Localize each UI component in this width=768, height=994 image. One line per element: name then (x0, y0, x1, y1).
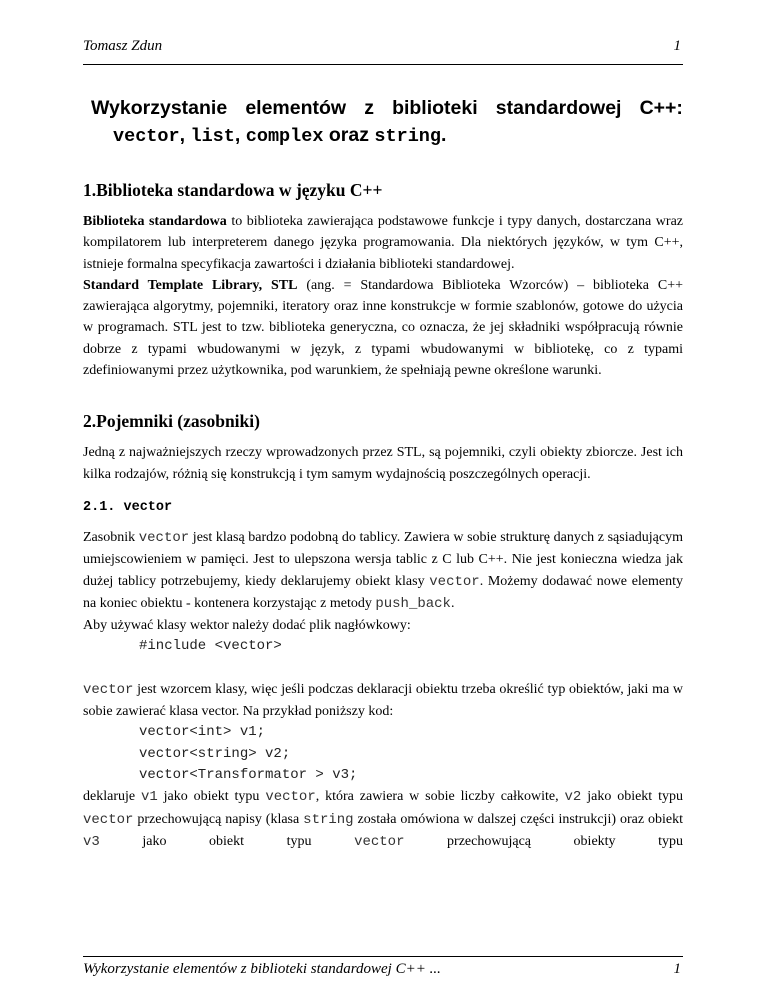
code-include: #include <vector> (139, 638, 282, 655)
title-word: biblioteki (392, 97, 478, 119)
inline-code: v3 (83, 833, 100, 850)
paragraph-text: jest klasą bardzo podobną do tablicy. Zawiera w sobie strukturę danych z sąsiadującym umiejscowieniem w pamięci. Jest to ulepszona wersja tablic z C lub C++. Nie jest konieczna wiedza jak dużej tablicy potrzebujemy, kiedy deklarujemy obiekt klasy (83, 529, 684, 589)
paragraph-text: Zasobnik (83, 529, 139, 545)
inline-code: vector (83, 681, 134, 698)
title-line-1 (91, 95, 683, 122)
page-header (83, 34, 683, 65)
page-content (83, 95, 683, 853)
paragraph-text: , która zawiera w sobie liczby całkowite, (315, 789, 565, 805)
title-word: z (364, 97, 374, 119)
section-1-heading: 1.Biblioteka standardowa w języku C++ (83, 180, 383, 200)
spacer (83, 658, 683, 679)
section-1-paragraph-2 (83, 275, 683, 381)
paragraph-text: jest wzorcem klasy, więc jeśli podczas deklaracji obiektu trzeba określić typ obiektów, jaki ma w sobie zawierać klasa vector. Na przykład poniższy kod: (83, 681, 683, 720)
section-2-1-paragraph-4 (83, 786, 683, 853)
title-string: string (374, 126, 442, 147)
code-line: vector<int> v1; (139, 724, 266, 741)
paragraph-text: . Możemy dodawać nowe elementy na koniec obiektu - kontenera korzystając z metody (83, 573, 683, 611)
header-page-number: 1 (673, 38, 681, 54)
title-line-2 (91, 122, 683, 150)
title-word: C++: (639, 97, 683, 119)
code-line: vector<string> v2; (139, 745, 291, 762)
paragraph-text: jako obiekt typu (581, 789, 683, 805)
inline-code: push_back (375, 595, 451, 612)
title-vector: vector (113, 126, 180, 147)
title-comma: , (179, 124, 191, 146)
section-2-paragraph-1: Jedną z najważniejszych rzeczy wprowadzonych przez STL, są pojemniki, czyli obiekty zbiorcze. Jest ich kilka rodzajów, różnią się konstrukcją i tym samym wydajnością poszczególnych operacji. (83, 445, 683, 482)
inline-code: vector (265, 789, 316, 806)
section-1-paragraph-1 (83, 211, 683, 275)
title-list: list (190, 126, 235, 147)
section-2-1-heading: 2.1. vector (83, 499, 173, 515)
term-biblioteka-standardowa: Biblioteka standardowa (83, 214, 227, 229)
footer-page-number: 1 (673, 961, 681, 977)
title-oraz: oraz (323, 124, 375, 146)
section-2-1-paragraph-3 (83, 679, 683, 723)
paragraph-text: jako obiekt typu (157, 789, 266, 805)
title-dot: . (441, 124, 447, 146)
paragraph-text: została omówiona w dalszej części instrukcji) oraz obiekt (353, 811, 683, 827)
inline-code: vector (83, 811, 134, 828)
header-author: Tomasz Zdun (83, 38, 163, 54)
inline-code: v2 (564, 789, 582, 806)
code-line: vector<Transformator > v3; (139, 766, 358, 783)
inline-code: vector (138, 529, 190, 546)
section-2-1-paragraph-2: Aby używać klasy wektor należy dodać plik nagłówkowy: (83, 618, 411, 634)
paragraph-text: przechowującą napisy (klasa (133, 811, 304, 827)
paragraph-text: (ang. = Standardowa Biblioteka Wzorców) – biblioteka C++ zawierająca algorytmy, pojemniki, iteratory oraz inne konstrukcje w formie szablonów, gotowe do użycia w programach. STL jest to tzw. biblioteka generyczna, co oznacza, że jej składniki współpracują równie dobrze z typami wbudowanymi w język, z typami wbudowanymi w bibliotekę, co z typami zdefiniowanymi przez użytkownika, pod warunkiem, że spełniają pewne określone warunki. (83, 277, 683, 379)
title-word: elementów (245, 97, 347, 119)
inline-code: vector (429, 573, 480, 590)
section-2-1-paragraph-1 (83, 527, 683, 615)
title-comma: , (234, 124, 246, 146)
document-title (91, 95, 683, 150)
title-complex: complex (245, 126, 324, 147)
inline-code: v1 (140, 789, 158, 806)
inline-code: vector (354, 833, 405, 850)
paragraph-text: deklaruje (83, 789, 141, 805)
paragraph-text: jako obiekt typu (99, 833, 355, 849)
paragraph-text: to biblioteka zawierająca podstawowe funkcje i typy danych, dostarczana wraz kompilatorem lub interpreterem danego języka programowania. Dla niektórych języków, w tym C++, istnieje formalna specyfikacja zawartości i działania biblioteki standardowej. (83, 214, 684, 272)
page-footer (83, 956, 683, 977)
paragraph-text: . (450, 595, 455, 611)
footer-title: Wykorzystanie elementów z biblioteki standardowej C++ ... (83, 961, 441, 977)
paragraph-text: przechowującą obiekty typu (404, 833, 683, 849)
section-2-heading: 2.Pojemniki (zasobniki) (83, 411, 260, 432)
inline-code: string (303, 811, 354, 828)
title-word: Wykorzystanie (91, 97, 228, 119)
title-word: standardowej (495, 97, 622, 119)
term-stl: Standard Template Library, STL (83, 277, 298, 293)
